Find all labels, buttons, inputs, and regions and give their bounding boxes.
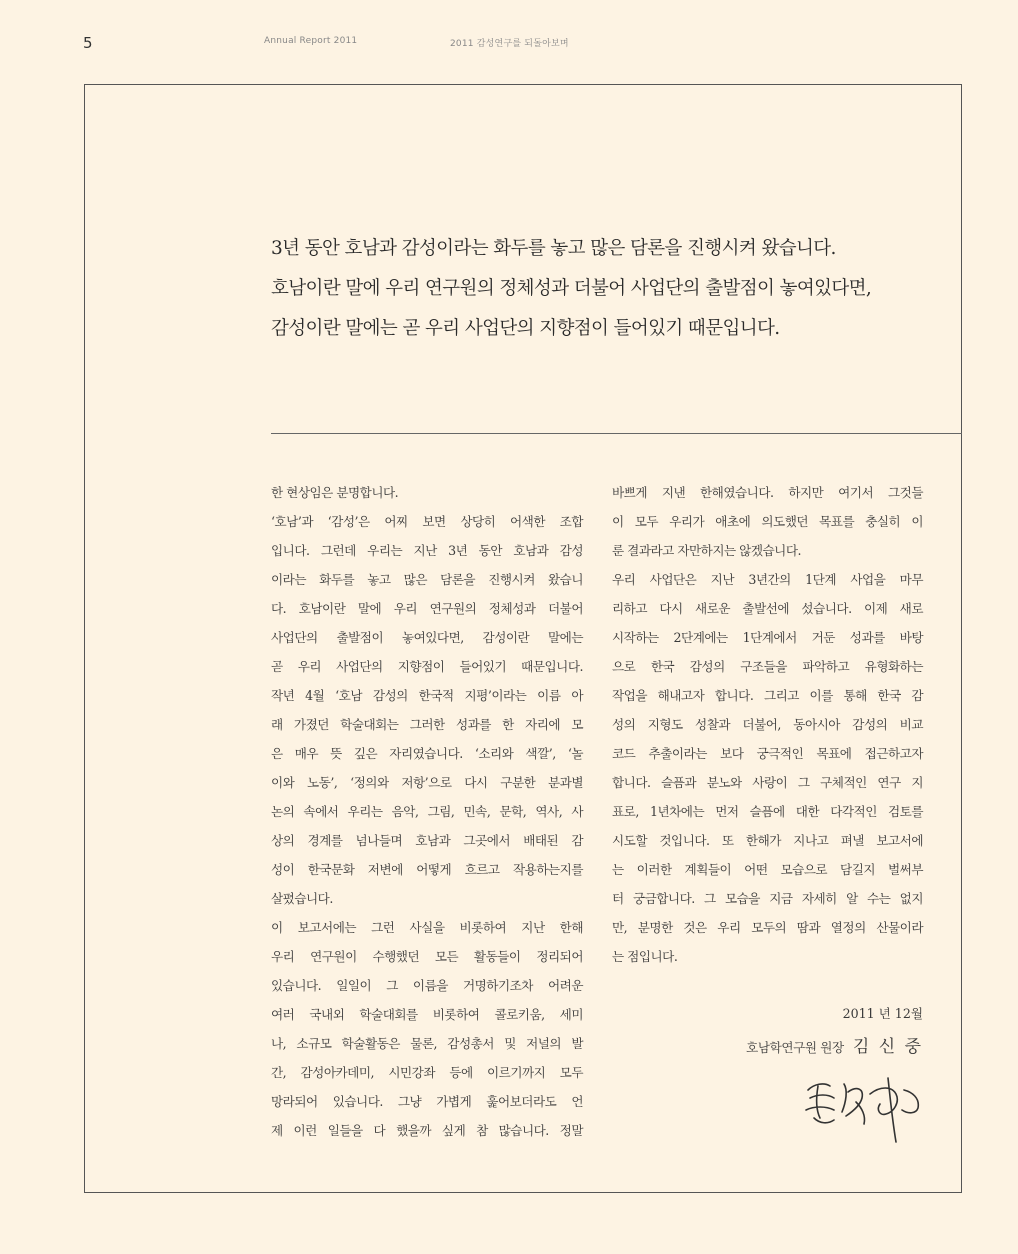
handwritten-signature (800, 1072, 940, 1150)
signature-line (700, 1032, 923, 1057)
paragraph-line: 상의 경계를 넘나들며 호남과 그곳에서 배태된 감 (271, 833, 583, 848)
divider-line (271, 433, 962, 434)
paragraph-line: 이 모두 우리가 애초에 의도했던 목표를 충실히 이 (612, 514, 923, 529)
paragraph-line: 간, 감성아카데미, 시민강좌 등에 이르기까지 모두 (271, 1065, 583, 1080)
paragraph-line: 여러 국내외 학술대회를 비롯하여 콜로키움, 세미 (271, 1007, 583, 1022)
intro-line: 호남이란 말에 우리 연구원의 정체성과 더불어 사업단의 출발점이 놓여있다면, (271, 278, 872, 299)
intro-line: 3년 동안 호남과 감성이라는 화두를 놓고 많은 담론을 진행시켜 왔습니다. (271, 238, 836, 259)
paragraph-line: 성이 한국문화 저변에 어떻게 흐르고 작용하는지를 (271, 862, 583, 877)
paragraph-line: 작업을 해내고자 합니다. 그리고 이를 통해 한국 감 (612, 688, 923, 703)
paragraph-line: 터 궁금합니다. 그 모습을 지금 자세히 알 수는 없지 (612, 891, 923, 906)
paragraph-line: 으로 한국 감성의 구조들을 파악하고 유형화하는 (612, 659, 923, 674)
paragraph-line: 살폈습니다. (271, 891, 333, 906)
running-header-report: Annual Report 2011 (264, 36, 358, 46)
page-number: 5 (83, 34, 93, 52)
closing-date: 2011 년 12월 (842, 1006, 923, 1021)
paragraph-line: 나, 소규모 학술활동은 물론, 감성총서 및 저널의 발 (271, 1036, 583, 1051)
paragraph-line: ‘호남’과 ‘감성’은 어찌 보면 상당히 어색한 조합 (271, 514, 583, 529)
paragraph-line: 입니다. 그런데 우리는 지난 3년 동안 호남과 감성 (271, 543, 583, 558)
paragraph-line: 한 현상임은 분명합니다. (271, 485, 399, 500)
paragraph-line: 이라는 화두를 놓고 많은 담론을 진행시켜 왔습니 (271, 572, 583, 587)
paragraph-line: 합니다. 슬픔과 분노와 사랑이 그 구체적인 연구 지 (612, 775, 923, 790)
body-column-left (271, 478, 583, 1145)
paragraph-line: 망라되어 있습니다. 그냥 가볍게 훑어보더라도 언 (271, 1094, 583, 1109)
paragraph-line: 룬 결과라고 자만하지는 않겠습니다. (612, 543, 801, 558)
paragraph-line: 다. 호남이란 말에 우리 연구원의 정체성과 더불어 (271, 601, 583, 616)
paragraph-line: 시작하는 2단계에는 1단계에서 거둔 성과를 바탕 (612, 630, 923, 645)
running-header-section: 2011 감성연구를 되돌아보며 (450, 39, 569, 49)
paragraph-line: 성의 지형도 성찰과 더불어, 동아시아 감성의 비교 (612, 717, 923, 732)
paragraph-line: 곧 우리 사업단의 지향점이 들어있기 때문입니다. (271, 659, 583, 674)
paragraph-line: 래 가졌던 학술대회는 그러한 성과를 한 자리에 모 (271, 717, 583, 732)
author-name: 김 신 중 (852, 1037, 923, 1057)
paragraph-line: 시도할 것입니다. 또 한해가 지나고 펴낼 보고서에 (612, 833, 923, 848)
paragraph-line: 는 이러한 계획들이 어떤 모습으로 담길지 벌써부 (612, 862, 923, 877)
paragraph-line: 는 점입니다. (612, 949, 678, 964)
paragraph-line: 이와 노동’, ‘정의와 저항’으로 다시 구분한 분과별 (271, 775, 583, 790)
author-title: 호남학연구원 원장 (746, 1040, 844, 1055)
paragraph-line: 표로, 1년차에는 먼저 슬픔에 대한 다각적인 검토를 (612, 804, 923, 819)
paragraph-line: 만, 분명한 것은 우리 모두의 땀과 열정의 산물이라 (612, 920, 923, 935)
paragraph-line: 은 매우 뜻 깊은 자리였습니다. ‘소리와 색깔’, ‘놀 (271, 746, 583, 761)
paragraph-line: 이 보고서에는 그런 사실을 비롯하여 지난 한해 (271, 920, 583, 935)
paragraph-line: 제 이런 일들을 다 했을까 싶게 참 많습니다. 정말 (271, 1123, 583, 1138)
body-column-right (612, 478, 923, 971)
paragraph-line: 바쁘게 지낸 한해였습니다. 하지만 여기서 그것들 (612, 485, 923, 500)
paragraph-line: 우리 연구원이 수행했던 모든 활동들이 정리되어 (271, 949, 583, 964)
intro-line: 감성이란 말에는 곧 우리 사업단의 지향점이 들어있기 때문입니다. (271, 318, 780, 339)
paragraph-line: 작년 4월 ‘호남 감성의 한국적 지평’이라는 이름 아 (271, 688, 583, 703)
paragraph-line: 코드 추출이라는 보다 궁극적인 목표에 접근하고자 (612, 746, 923, 761)
paragraph-line: 있습니다. 일일이 그 이름을 거명하기조차 어려운 (271, 978, 583, 993)
intro-quote (271, 229, 951, 349)
paragraph-line: 사업단의 출발점이 놓여있다면, 감성이란 말에는 (271, 630, 583, 645)
paragraph-line: 우리 사업단은 지난 3년간의 1단계 사업을 마무 (612, 572, 923, 587)
paragraph-line: 리하고 다시 새로운 출발선에 섰습니다. 이제 새로 (612, 601, 923, 616)
paragraph-line: 논의 속에서 우리는 음악, 그림, 민속, 문학, 역사, 사 (271, 804, 583, 819)
